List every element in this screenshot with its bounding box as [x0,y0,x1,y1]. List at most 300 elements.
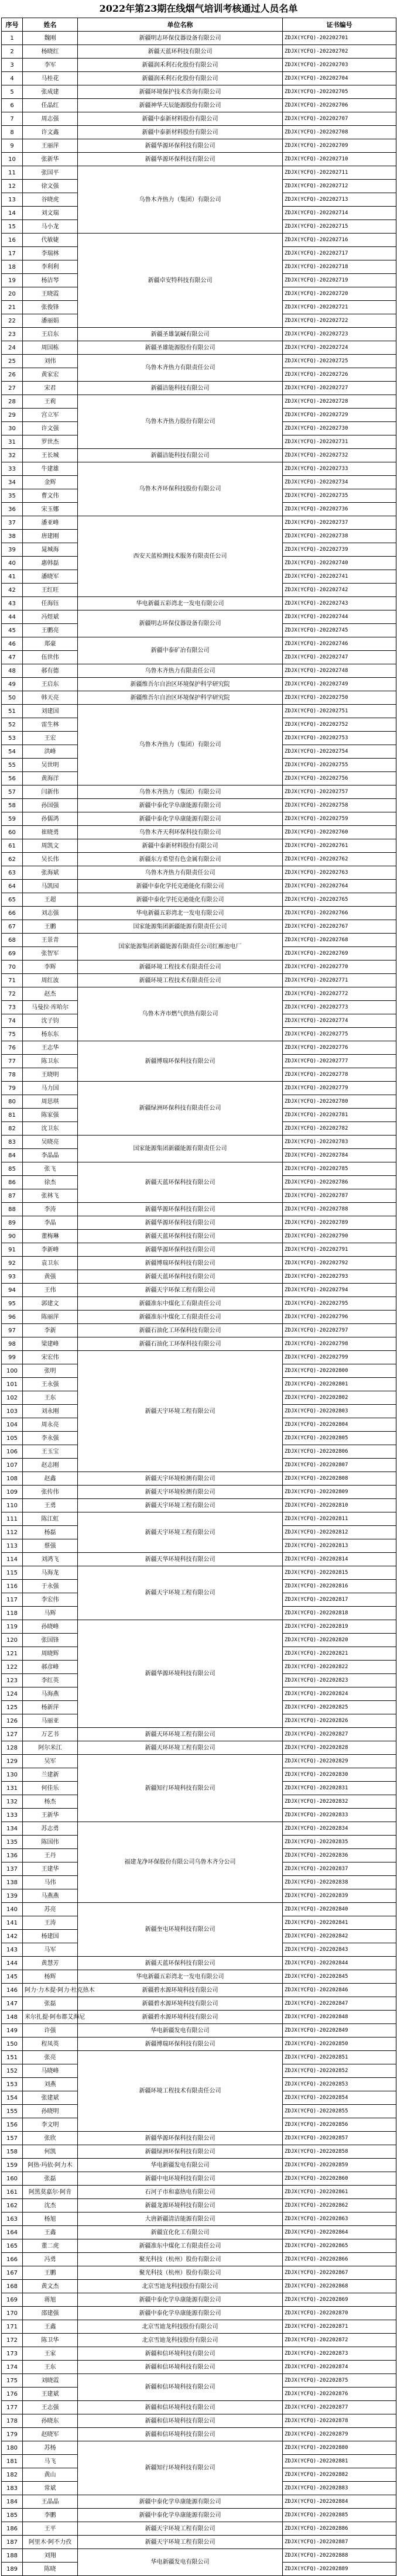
row-name: 万艺书 [23,1728,78,1741]
row-cert: ZDJX(YCFQ)-202202754 [283,745,396,759]
row-cert: ZDJX(YCFQ)-202202878 [283,2414,396,2428]
row-unit: 新疆天宇环境工程有限公司 [78,1351,283,1472]
row-name: 魏刚 [23,32,78,45]
row-cert: ZDJX(YCFQ)-202202801 [283,1378,396,1391]
row-unit: 新疆中泰化学托克逊能化有限公司 [78,893,283,907]
row-seq: 130 [2,1768,23,1782]
row-name: 杨新萍 [23,1701,78,1714]
table-row [2,32,396,45]
row-cert: ZDJX(YCFQ)-202202889 [283,2563,396,2576]
row-seq: 66 [2,907,23,920]
row-name: 马力国 [23,1082,78,1095]
row-seq: 114 [2,1553,23,1566]
row-cert: ZDJX(YCFQ)-202202762 [283,853,396,866]
row-name: 罗世杰 [23,435,78,449]
row-cert: ZDJX(YCFQ)-202202772 [283,987,396,1001]
row-seq: 19 [2,274,23,287]
row-cert: ZDJX(YCFQ)-202202868 [283,2280,396,2293]
row-name: 米尔扎提·阿布都艾海尼 [23,2011,78,2024]
row-unit: 西安天蓝检测技术服务有限责任公司 [78,516,283,597]
row-name: 张新华 [23,153,78,166]
row-cert: ZDJX(YCFQ)-202202825 [283,1701,396,1714]
row-name: 宋君 [23,382,78,395]
row-name: 许文强 [23,422,78,435]
row-name: 苏杨 [23,2441,78,2455]
row-seq: 15 [2,220,23,234]
row-cert: ZDJX(YCFQ)-202202864 [283,2226,396,2239]
table-row [2,2509,396,2522]
row-cert: ZDJX(YCFQ)-202202726 [283,368,396,382]
row-cert: ZDJX(YCFQ)-202202884 [283,2495,396,2509]
row-seq: 33 [2,462,23,476]
row-name: 刘晓霞 [23,2374,78,2388]
row-cert: ZDJX(YCFQ)-202202872 [283,2334,396,2347]
row-unit: 新疆中泰化学阜康能源有限公司 [78,2307,283,2320]
row-seq: 85 [2,1162,23,1176]
row-seq: 177 [2,2401,23,2414]
row-name: 黄家宏 [23,368,78,382]
row-name: 王鹏 [23,2266,78,2280]
row-name: 牛建雄 [23,462,78,476]
table-row [2,99,396,112]
row-cert: ZDJX(YCFQ)-202202860 [283,2172,396,2186]
row-unit: 新疆东方希望有色金属有限公司 [78,853,283,866]
row-cert: ZDJX(YCFQ)-202202781 [283,1109,396,1122]
row-cert: ZDJX(YCFQ)-202202746 [283,637,396,651]
row-unit: 乌鲁木齐热力（集团）有限公司 [78,786,283,799]
row-unit: 新疆天宇环境工程有限公司 [78,1512,283,1553]
row-unit: 华电新疆五彩湾北一发电有限公司 [78,1970,283,1984]
document-title: 2022年第23期在线烟气培训考核通过人员名单 [99,3,298,14]
table-row [2,920,396,934]
row-cert: ZDJX(YCFQ)-202202738 [283,530,396,543]
row-unit: 新疆维吾尔自治区环境保护科学研究院 [78,678,283,691]
row-cert: ZDJX(YCFQ)-202202815 [283,1566,396,1580]
row-cert: ZDJX(YCFQ)-202202768 [283,934,396,947]
row-seq: 17 [2,247,23,260]
row-name: 吴晓亮 [23,1136,78,1149]
row-cert: ZDJX(YCFQ)-202202725 [283,355,396,368]
row-cert: ZDJX(YCFQ)-202202797 [283,1324,396,1337]
row-cert: ZDJX(YCFQ)-202202863 [283,2213,396,2226]
table-row [2,2038,396,2051]
row-seq: 45 [2,624,23,637]
row-name: 郝彦峰 [23,1661,78,1674]
row-seq: 22 [2,314,23,328]
row-name: 何佳乐 [23,1782,78,1795]
row-name: 王晶晶 [23,2495,78,2509]
header-cert: 证书编号 [283,18,396,32]
row-cert: ZDJX(YCFQ)-202202779 [283,1082,396,1095]
row-cert: ZDJX(YCFQ)-202202804 [283,1418,396,1432]
row-cert: ZDJX(YCFQ)-202202798 [283,1337,396,1351]
row-seq: 88 [2,1203,23,1216]
row-seq: 67 [2,920,23,934]
row-name: 张国锋 [23,1634,78,1647]
row-cert: ZDJX(YCFQ)-202202748 [283,664,396,678]
row-unit: 新疆天蓝环保科技有限公司 [78,1230,283,1243]
row-seq: 186 [2,2522,23,2536]
row-cert: ZDJX(YCFQ)-202202730 [283,422,396,435]
row-cert: ZDJX(YCFQ)-202202783 [283,1136,396,1149]
row-cert: ZDJX(YCFQ)-202202732 [283,449,396,462]
row-cert: ZDJX(YCFQ)-202202880 [283,2441,396,2455]
row-name: 杨杰 [23,1795,78,1809]
row-name: 徐文强 [23,180,78,193]
row-seq: 99 [2,1351,23,1364]
row-seq: 96 [2,1311,23,1324]
row-cert: ZDJX(YCFQ)-202202879 [283,2428,396,2441]
table-row [2,839,396,853]
row-seq: 32 [2,449,23,462]
row-unit: 新疆绿洲环保科技有限责任公司 [78,1082,283,1136]
row-cert: ZDJX(YCFQ)-202202857 [283,2132,396,2145]
table-row [2,112,396,126]
row-name: 周国栋 [23,341,78,355]
row-seq: 178 [2,2414,23,2428]
row-name: 洪峰 [23,745,78,759]
row-name: 周思琪 [23,1095,78,1109]
row-seq: 115 [2,1566,23,1580]
row-cert: ZDJX(YCFQ)-202202714 [283,207,396,220]
row-name: 李永强 [23,1432,78,1445]
row-cert: ZDJX(YCFQ)-202202727 [283,382,396,395]
row-name: 刘翔 [23,2549,78,2563]
row-seq: 167 [2,2266,23,2280]
row-seq: 106 [2,1445,23,1459]
row-cert: ZDJX(YCFQ)-202202708 [283,126,396,139]
row-name: 刘燕 [23,2078,78,2091]
row-cert: ZDJX(YCFQ)-202202849 [283,2024,396,2038]
row-seq: 26 [2,368,23,382]
row-cert: ZDJX(YCFQ)-202202766 [283,907,396,920]
row-name: 王丽萍 [23,139,78,153]
row-unit: 乌鲁木齐热力有限责任公司 [78,664,283,678]
row-seq: 120 [2,1634,23,1647]
row-name: 王晓明 [23,1068,78,1082]
row-seq: 141 [2,1916,23,1930]
row-seq: 62 [2,853,23,866]
row-name: 周凯文 [23,839,78,853]
row-unit: 新疆洁能科技有限公司 [78,449,283,462]
row-name: 惠韩磊 [23,557,78,570]
row-name: 宋玉娜 [23,503,78,516]
table-row [2,72,396,85]
row-name: 王鑫 [23,2320,78,2334]
row-seq: 170 [2,2307,23,2320]
table-row [2,85,396,99]
header-unit: 单位名称 [78,18,283,32]
row-seq: 55 [2,759,23,772]
row-name: 郑豪 [23,637,78,651]
table-row [2,2307,396,2320]
table-row [2,234,396,247]
row-seq: 185 [2,2509,23,2522]
row-seq: 150 [2,2038,23,2051]
row-unit: 华电新疆五彩湾北一发电有限公司 [78,907,283,920]
row-name: 张智军 [23,947,78,961]
row-name: 杨洁琴 [23,274,78,287]
row-unit: 乌鲁木齐热力（集团）有限公司 [78,166,283,234]
row-seq: 86 [2,1176,23,1189]
row-cert: ZDJX(YCFQ)-202202888 [283,2549,396,2563]
row-name: 阿里木·阿不力孜 [23,2536,78,2549]
row-seq: 138 [2,1876,23,1889]
row-seq: 147 [2,1997,23,2011]
row-cert: ZDJX(YCFQ)-202202852 [283,2064,396,2078]
row-cert: ZDJX(YCFQ)-202202846 [283,1984,396,1997]
row-unit: 新疆华源环保科技有限公司 [78,1216,283,1230]
row-name: 马小龙 [23,220,78,234]
row-name: 马海燕 [23,1687,78,1701]
row-seq: 117 [2,1593,23,1607]
row-name: 王丹 [23,1849,78,1862]
row-name: 王景青 [23,934,78,947]
row-name: 马燕燕 [23,1889,78,1903]
row-seq: 34 [2,476,23,489]
row-cert: ZDJX(YCFQ)-202202854 [283,2091,396,2105]
row-seq: 184 [2,2495,23,2509]
table-row [2,1957,396,1970]
row-seq: 116 [2,1580,23,1593]
row-name: 阿尔米江 [23,1741,78,1755]
table-row [2,126,396,139]
row-name: 阿热·玛依·阿力木 [23,2159,78,2172]
row-seq: 49 [2,678,23,691]
row-seq: 42 [2,584,23,597]
row-cert: ZDJX(YCFQ)-202202851 [283,2051,396,2064]
row-seq: 75 [2,1028,23,1041]
row-name: 黄强 [23,1270,78,1284]
row-seq: 21 [2,301,23,314]
row-cert: ZDJX(YCFQ)-202202787 [283,1189,396,1203]
row-name: 杨建国 [23,1930,78,1943]
table-row [2,2441,396,2455]
row-seq: 70 [2,961,23,974]
table-row [2,2213,396,2226]
table-row [2,2522,396,2536]
row-name: 宫立军 [23,409,78,422]
row-name: 张传伟 [23,1486,78,1499]
row-unit: 新疆天宇环境工程有限公司 [78,1499,283,1512]
table-row [2,907,396,920]
row-seq: 25 [2,355,23,368]
row-cert: ZDJX(YCFQ)-202202780 [283,1095,396,1109]
row-cert: ZDJX(YCFQ)-202202792 [283,1257,396,1270]
row-seq: 16 [2,234,23,247]
row-name: 王志强 [23,2401,78,2414]
table-row [2,812,396,826]
row-cert: ZDJX(YCFQ)-202202836 [283,1849,396,1862]
row-unit: 乌鲁木齐热力股份有限公司 [78,395,283,449]
row-unit: 新疆中泰化学阜康能源有限公司 [78,2509,283,2522]
row-seq: 145 [2,1970,23,1984]
row-name: 王东 [23,2361,78,2374]
row-name: 王平 [23,2522,78,2536]
row-name: 伍世伟 [23,651,78,664]
row-unit: 新疆环境工程技术有限责任公司 [78,2051,283,2132]
row-name: 黄文杰 [23,2280,78,2293]
row-seq: 38 [2,530,23,543]
row-unit: 新疆天宇环境检测有限公司 [78,1486,283,1499]
row-seq: 142 [2,1930,23,1943]
row-unit: 新疆中泰新材料股份有限公司 [78,839,283,853]
row-cert: ZDJX(YCFQ)-202202770 [283,961,396,974]
row-seq: 68 [2,934,23,947]
row-seq: 61 [2,839,23,853]
row-name: 陈国伟 [23,1836,78,1849]
row-cert: ZDJX(YCFQ)-202202775 [283,1028,396,1041]
table-row [2,826,396,839]
row-name: 杨辉 [23,1970,78,1984]
table-row [2,153,396,166]
row-unit: 新疆华源环保科技有限公司 [78,139,283,153]
row-seq: 28 [2,395,23,409]
row-name: 李辉 [23,961,78,974]
row-name: 潘亚峰 [23,516,78,530]
row-seq: 182 [2,2468,23,2482]
row-unit: 新疆明志环保仪器设备有限公司 [78,610,283,637]
row-cert: ZDJX(YCFQ)-202202716 [283,234,396,247]
row-seq: 110 [2,1499,23,1512]
row-name: 曹文伟 [23,489,78,503]
row-seq: 97 [2,1324,23,1337]
row-cert: ZDJX(YCFQ)-202202749 [283,678,396,691]
table-row [2,341,396,355]
table-row [2,1284,396,1297]
row-name: 张建斌 [23,2091,78,2105]
row-seq: 47 [2,651,23,664]
row-seq: 65 [2,893,23,907]
row-cert: ZDJX(YCFQ)-202202866 [283,2253,396,2266]
row-cert: ZDJX(YCFQ)-202202718 [283,260,396,274]
row-cert: ZDJX(YCFQ)-202202805 [283,1432,396,1445]
row-name: 王东 [23,1391,78,1405]
row-seq: 149 [2,2024,23,2038]
row-cert: ZDJX(YCFQ)-202202704 [283,72,396,85]
table-row [2,1136,396,1149]
row-name: 马丽亚 [23,1714,78,1728]
table-row [2,2320,396,2334]
row-cert: ZDJX(YCFQ)-202202834 [283,1822,396,1836]
row-cert: ZDJX(YCFQ)-202202816 [283,1580,396,1593]
row-cert: ZDJX(YCFQ)-202202777 [283,1055,396,1068]
row-cert: ZDJX(YCFQ)-202202761 [283,839,396,853]
row-name: 董梅琳 [23,1230,78,1243]
row-cert: ZDJX(YCFQ)-202202784 [283,1149,396,1162]
row-cert: ZDJX(YCFQ)-202202799 [283,1351,396,1364]
row-seq: 179 [2,2428,23,2441]
row-unit: 新疆知行环境科技有限公司 [78,1755,283,1822]
row-cert: ZDJX(YCFQ)-202202839 [283,1889,396,1903]
row-unit: 新疆中泰化学阜康能源有限公司 [78,2495,283,2509]
row-cert: ZDJX(YCFQ)-202202791 [283,1243,396,1257]
row-cert: ZDJX(YCFQ)-202202750 [283,691,396,705]
row-unit: 新疆天宇环境工程有限公司 [78,2536,283,2549]
row-seq: 176 [2,2388,23,2401]
row-unit: 新疆天环环境工程有限公司 [78,1741,283,1755]
row-name: 陈江虹 [23,1512,78,1526]
row-name: 王超 [23,893,78,907]
row-seq: 30 [2,422,23,435]
row-cert: ZDJX(YCFQ)-202202721 [283,301,396,314]
row-seq: 73 [2,1001,23,1014]
row-name: 孙国强 [23,799,78,812]
row-cert: ZDJX(YCFQ)-202202795 [283,1297,396,1311]
row-cert: ZDJX(YCFQ)-202202808 [283,1472,396,1486]
row-cert: ZDJX(YCFQ)-202202755 [283,759,396,772]
row-cert: ZDJX(YCFQ)-202202806 [283,1445,396,1459]
row-cert: ZDJX(YCFQ)-202202736 [283,503,396,516]
row-seq: 20 [2,287,23,301]
row-name: 孙晓明 [23,2105,78,2118]
row-seq: 27 [2,382,23,395]
row-cert: ZDJX(YCFQ)-202202722 [283,314,396,328]
row-cert: ZDJX(YCFQ)-202202877 [283,2401,396,2414]
row-unit: 乌鲁木齐环保科技股份有限公司 [78,462,283,516]
row-cert: ZDJX(YCFQ)-202202769 [283,947,396,961]
row-name: 李军 [23,59,78,72]
row-name: 潘晓军 [23,570,78,584]
row-name: 马飞 [23,2455,78,2468]
row-cert: ZDJX(YCFQ)-202202855 [283,2105,396,2118]
row-seq: 72 [2,987,23,1001]
row-seq: 128 [2,1741,23,1755]
row-seq: 122 [2,1661,23,1674]
row-unit: 新疆神华天辰能源股份有限公司 [78,99,283,112]
row-cert: ZDJX(YCFQ)-202202706 [283,99,396,112]
row-cert: ZDJX(YCFQ)-202202876 [283,2388,396,2401]
table-row [2,691,396,705]
row-cert: ZDJX(YCFQ)-202202723 [283,328,396,341]
table-row [2,2536,396,2549]
row-cert: ZDJX(YCFQ)-202202867 [283,2266,396,2280]
row-name: 张欣 [23,2132,78,2145]
row-name: 郭建文 [23,1297,78,1311]
row-seq: 3 [2,59,23,72]
row-unit: 新疆和信环境科技有限公司 [78,2374,283,2401]
row-cert: ZDJX(YCFQ)-202202850 [283,2038,396,2051]
row-unit: 新疆中泰矿冶有限公司 [78,637,283,664]
row-cert: ZDJX(YCFQ)-202202837 [283,1862,396,1876]
row-seq: 64 [2,880,23,893]
row-unit: 新疆和信环境科技有限公司 [78,2428,283,2441]
row-name: 张亮 [23,2051,78,2064]
row-name: 李文明 [23,2118,78,2132]
row-name: 张海斌 [23,866,78,880]
row-name: 黄山 [23,2468,78,2482]
row-cert: ZDJX(YCFQ)-202202827 [283,1728,396,1741]
row-seq: 136 [2,1849,23,1862]
row-seq: 4 [2,72,23,85]
row-name: 冯煜斌 [23,610,78,624]
row-seq: 163 [2,2213,23,2226]
table-row [2,2051,396,2064]
row-name: 赵晓军 [23,2428,78,2441]
row-unit: 石河子市和嘉热电有限公司 [78,2186,283,2199]
row-seq: 140 [2,1903,23,1916]
row-seq: 8 [2,126,23,139]
row-seq: 23 [2,328,23,341]
row-unit: 新疆绿洲环保科技有限公司 [78,2145,283,2159]
row-name: 李瑞林 [23,247,78,260]
row-name: 苏志勇 [23,1822,78,1836]
row-cert: ZDJX(YCFQ)-202202856 [283,2118,396,2132]
row-cert: ZDJX(YCFQ)-202202796 [283,1311,396,1324]
row-seq: 7 [2,112,23,126]
row-unit: 新疆天蓝环保科技有限公司 [78,1270,283,1284]
row-unit: 北京雪迪龙科技股份有限公司 [78,2320,283,2334]
